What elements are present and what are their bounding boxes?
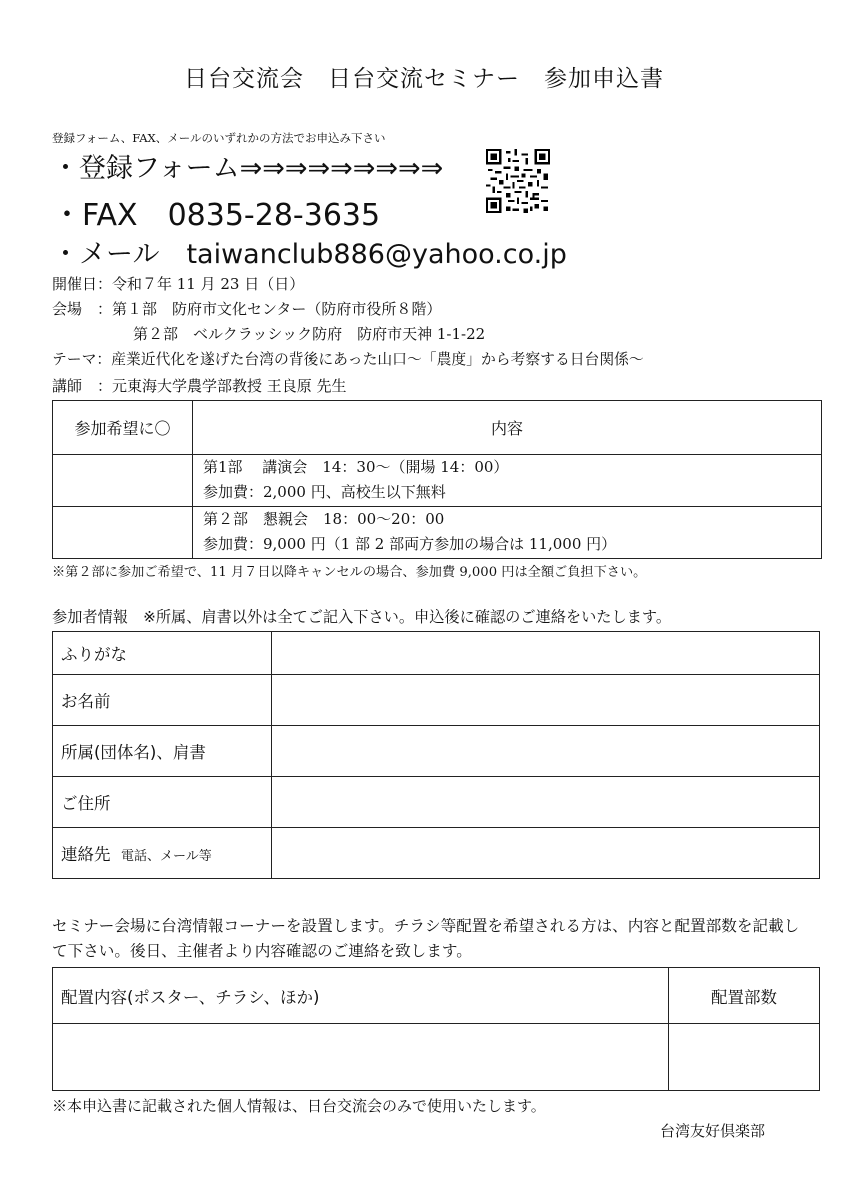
contact-label-main: 連絡先 xyxy=(61,845,111,864)
application-instruction: 登録フォーム、FAX、メールのいずれかの方法でお申込み下さい xyxy=(52,131,386,145)
event-venue-part2: 第２部 ベルクラッシック防府 防府市天神 1-1-22 xyxy=(133,325,486,343)
affiliation-label: 所属(団体名)、肩書 xyxy=(53,726,272,777)
part2-check-cell[interactable] xyxy=(53,507,193,559)
event-date: 開催日：令和７年 11 月 23 日（日） xyxy=(52,275,305,293)
address-label: ご住所 xyxy=(53,777,272,828)
contact-label xyxy=(53,828,272,879)
name-row xyxy=(53,675,820,726)
participation-header-check: 参加希望に〇 xyxy=(53,401,193,455)
furigana-label: ふりがな xyxy=(53,632,272,675)
address-input-cell[interactable] xyxy=(272,777,820,828)
participation-row-part1 xyxy=(53,455,822,507)
contact-input-cell[interactable] xyxy=(272,828,820,879)
part1-content-cell xyxy=(193,455,822,507)
address-row xyxy=(53,777,820,828)
contact-label-sub: 電話、メール等 xyxy=(121,849,212,864)
affiliation-row xyxy=(53,726,820,777)
organizer-name: 台湾友好倶楽部 xyxy=(660,1122,766,1140)
event-lecturer: 講師 ：元東海大学農学部教授 王良原 先生 xyxy=(52,377,347,395)
contact-form-line: ・登録フォーム⇒⇒⇒⇒⇒⇒⇒⇒⇒ xyxy=(52,153,444,184)
part1-check-cell[interactable] xyxy=(53,455,193,507)
cancellation-note: ※第２部に参加ご希望で、11 月７日以降キャンセルの場合、参加費 9,000 円は全額ご負担下さい。 xyxy=(52,565,647,580)
affiliation-input-cell[interactable] xyxy=(272,726,820,777)
placement-header-row xyxy=(53,968,820,1024)
placement-content-input[interactable] xyxy=(53,1024,669,1091)
participant-info-table xyxy=(52,631,820,879)
part2-schedule: 第２部 懇親会 18：00～20：00 xyxy=(203,510,445,528)
contact-row xyxy=(53,828,820,879)
placement-count-header: 配置部数 xyxy=(669,968,820,1024)
event-venue-part1: 会場 ：第１部 防府市文化センター（防府市役所８階） xyxy=(52,300,442,318)
page-title: 日台交流会 日台交流セミナー 参加申込書 xyxy=(184,66,664,92)
name-label: お名前 xyxy=(53,675,272,726)
contact-fax-line: ・FAX 0835-28-3635 xyxy=(52,198,381,233)
part1-schedule: 第1部 講演会 14：30～（開場 14：00） xyxy=(203,458,509,476)
placement-input-row xyxy=(53,1024,820,1091)
participant-info-heading: 参加者情報 ※所属、肩書以外は全てご記入下さい。申込後に確認のご連絡をいたします。 xyxy=(52,608,672,626)
participation-table xyxy=(52,400,822,559)
participation-header-row xyxy=(53,401,822,455)
furigana-row xyxy=(53,632,820,675)
placement-content-header: 配置内容(ポスター、チラシ、ほか) xyxy=(53,968,669,1024)
part2-content-cell xyxy=(193,507,822,559)
participation-row-part2 xyxy=(53,507,822,559)
participation-header-content: 内容 xyxy=(193,401,822,455)
info-corner-description: セミナー会場に台湾情報コーナーを設置します。チラシ等配置を希望される方は、内容と配置部数を記載して下さい。後日、主催者より内容確認のご連絡を致します。 xyxy=(52,917,800,960)
contact-mail-line: ・メール taiwanclub886@yahoo.co.jp xyxy=(52,239,567,270)
placement-count-input[interactable] xyxy=(669,1024,820,1091)
event-theme: テーマ：産業近代化を遂げた台湾の背後にあった山口～「農度」から考察する日台関係～ xyxy=(52,351,644,368)
placement-table xyxy=(52,967,820,1091)
privacy-note: ※本申込書に記載された個人情報は、日台交流会のみで使用いたします。 xyxy=(52,1097,546,1115)
part1-fee: 参加費：2,000 円、高校生以下無料 xyxy=(203,483,446,501)
furigana-input-cell[interactable] xyxy=(272,632,820,675)
part2-fee: 参加費：9,000 円（1 部 2 部両方参加の場合は 11,000 円） xyxy=(203,535,617,553)
name-input-cell[interactable] xyxy=(272,675,820,726)
qr-code-icon[interactable] xyxy=(486,149,550,213)
